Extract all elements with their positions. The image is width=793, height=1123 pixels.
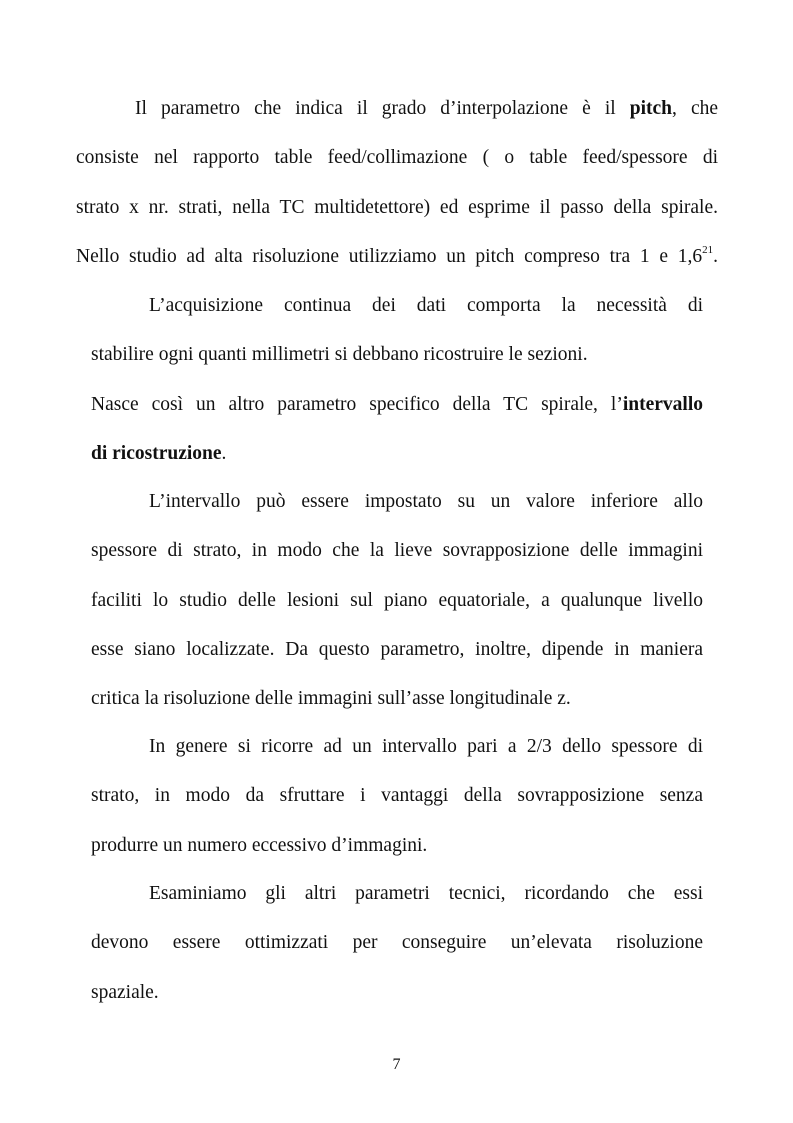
paragraph-esaminiamo [91, 869, 703, 1017]
text-segment: Nello studio ad alta risoluzione utilizziamo un pitch compreso tra 1 e 1,6 [76, 245, 703, 267]
page-number: 7 [392, 1056, 401, 1073]
text-line [91, 429, 703, 478]
text-line: critica la risoluzione delle immagini sull’asse longitudinale z. [91, 688, 571, 710]
text-segment: . [713, 245, 718, 267]
text-segment: Nasce così un altro parametro specifico della TC spirale, l’ [91, 393, 623, 415]
text-line: spessore di strato, in modo che la lieve sovrapposizione delle immagini [91, 540, 703, 562]
text-line: stabilire ogni quanti millimetri si debbano ricostruire le sezioni. [91, 344, 588, 366]
text-line: L’acquisizione continua dei dati comporta la necessità di [149, 295, 703, 316]
text-line [76, 232, 718, 281]
text-line: produrre un numero eccessivo d’immagini. [91, 834, 428, 856]
text-line: consiste nel rapporto table feed/collimazione ( o table feed/spessore di [76, 147, 718, 169]
text-line: strato x nr. strati, nella TC multidetettore) ed esprime il passo della spirale. [76, 196, 718, 218]
paragraph-genere [91, 722, 703, 870]
text-line: Esaminiamo gli altri parametri tecnici, ricordando che essi [149, 883, 703, 904]
paragraph-acquisizione [91, 281, 703, 478]
paragraph-intervallo [91, 477, 703, 723]
bold-term-ricostruzione: di ricostruzione [91, 442, 222, 464]
paragraph-pitch [76, 84, 718, 281]
text-segment: , che [672, 98, 718, 119]
text-segment: . [221, 442, 227, 464]
text-line [76, 84, 718, 133]
bold-term-intervallo: intervallo [622, 393, 703, 415]
text-line: esse siano localizzate. Da questo parametro, inoltre, dipende in maniera [91, 638, 703, 660]
text-line: L’intervallo può essere impostato su un valore inferiore allo [149, 491, 703, 512]
text-line: devono essere ottimizzati per conseguire un’elevata risoluzione [91, 932, 703, 954]
text-line [91, 380, 703, 429]
text-line: In genere si ricorre ad un intervallo pari a 2/3 dello spessore di [149, 736, 703, 757]
text-line: faciliti lo studio delle lesioni sul piano equatoriale, a qualunque livello [91, 589, 703, 611]
text-line: spaziale. [91, 981, 159, 1003]
footnote-reference: 21 [702, 243, 714, 256]
text-line: strato, in modo da sfruttare i vantaggi della sovrapposizione senza [91, 785, 703, 807]
text-segment: Il parametro che indica il grado d’interpolazione è il [135, 98, 630, 119]
bold-term-pitch: pitch [629, 98, 672, 119]
